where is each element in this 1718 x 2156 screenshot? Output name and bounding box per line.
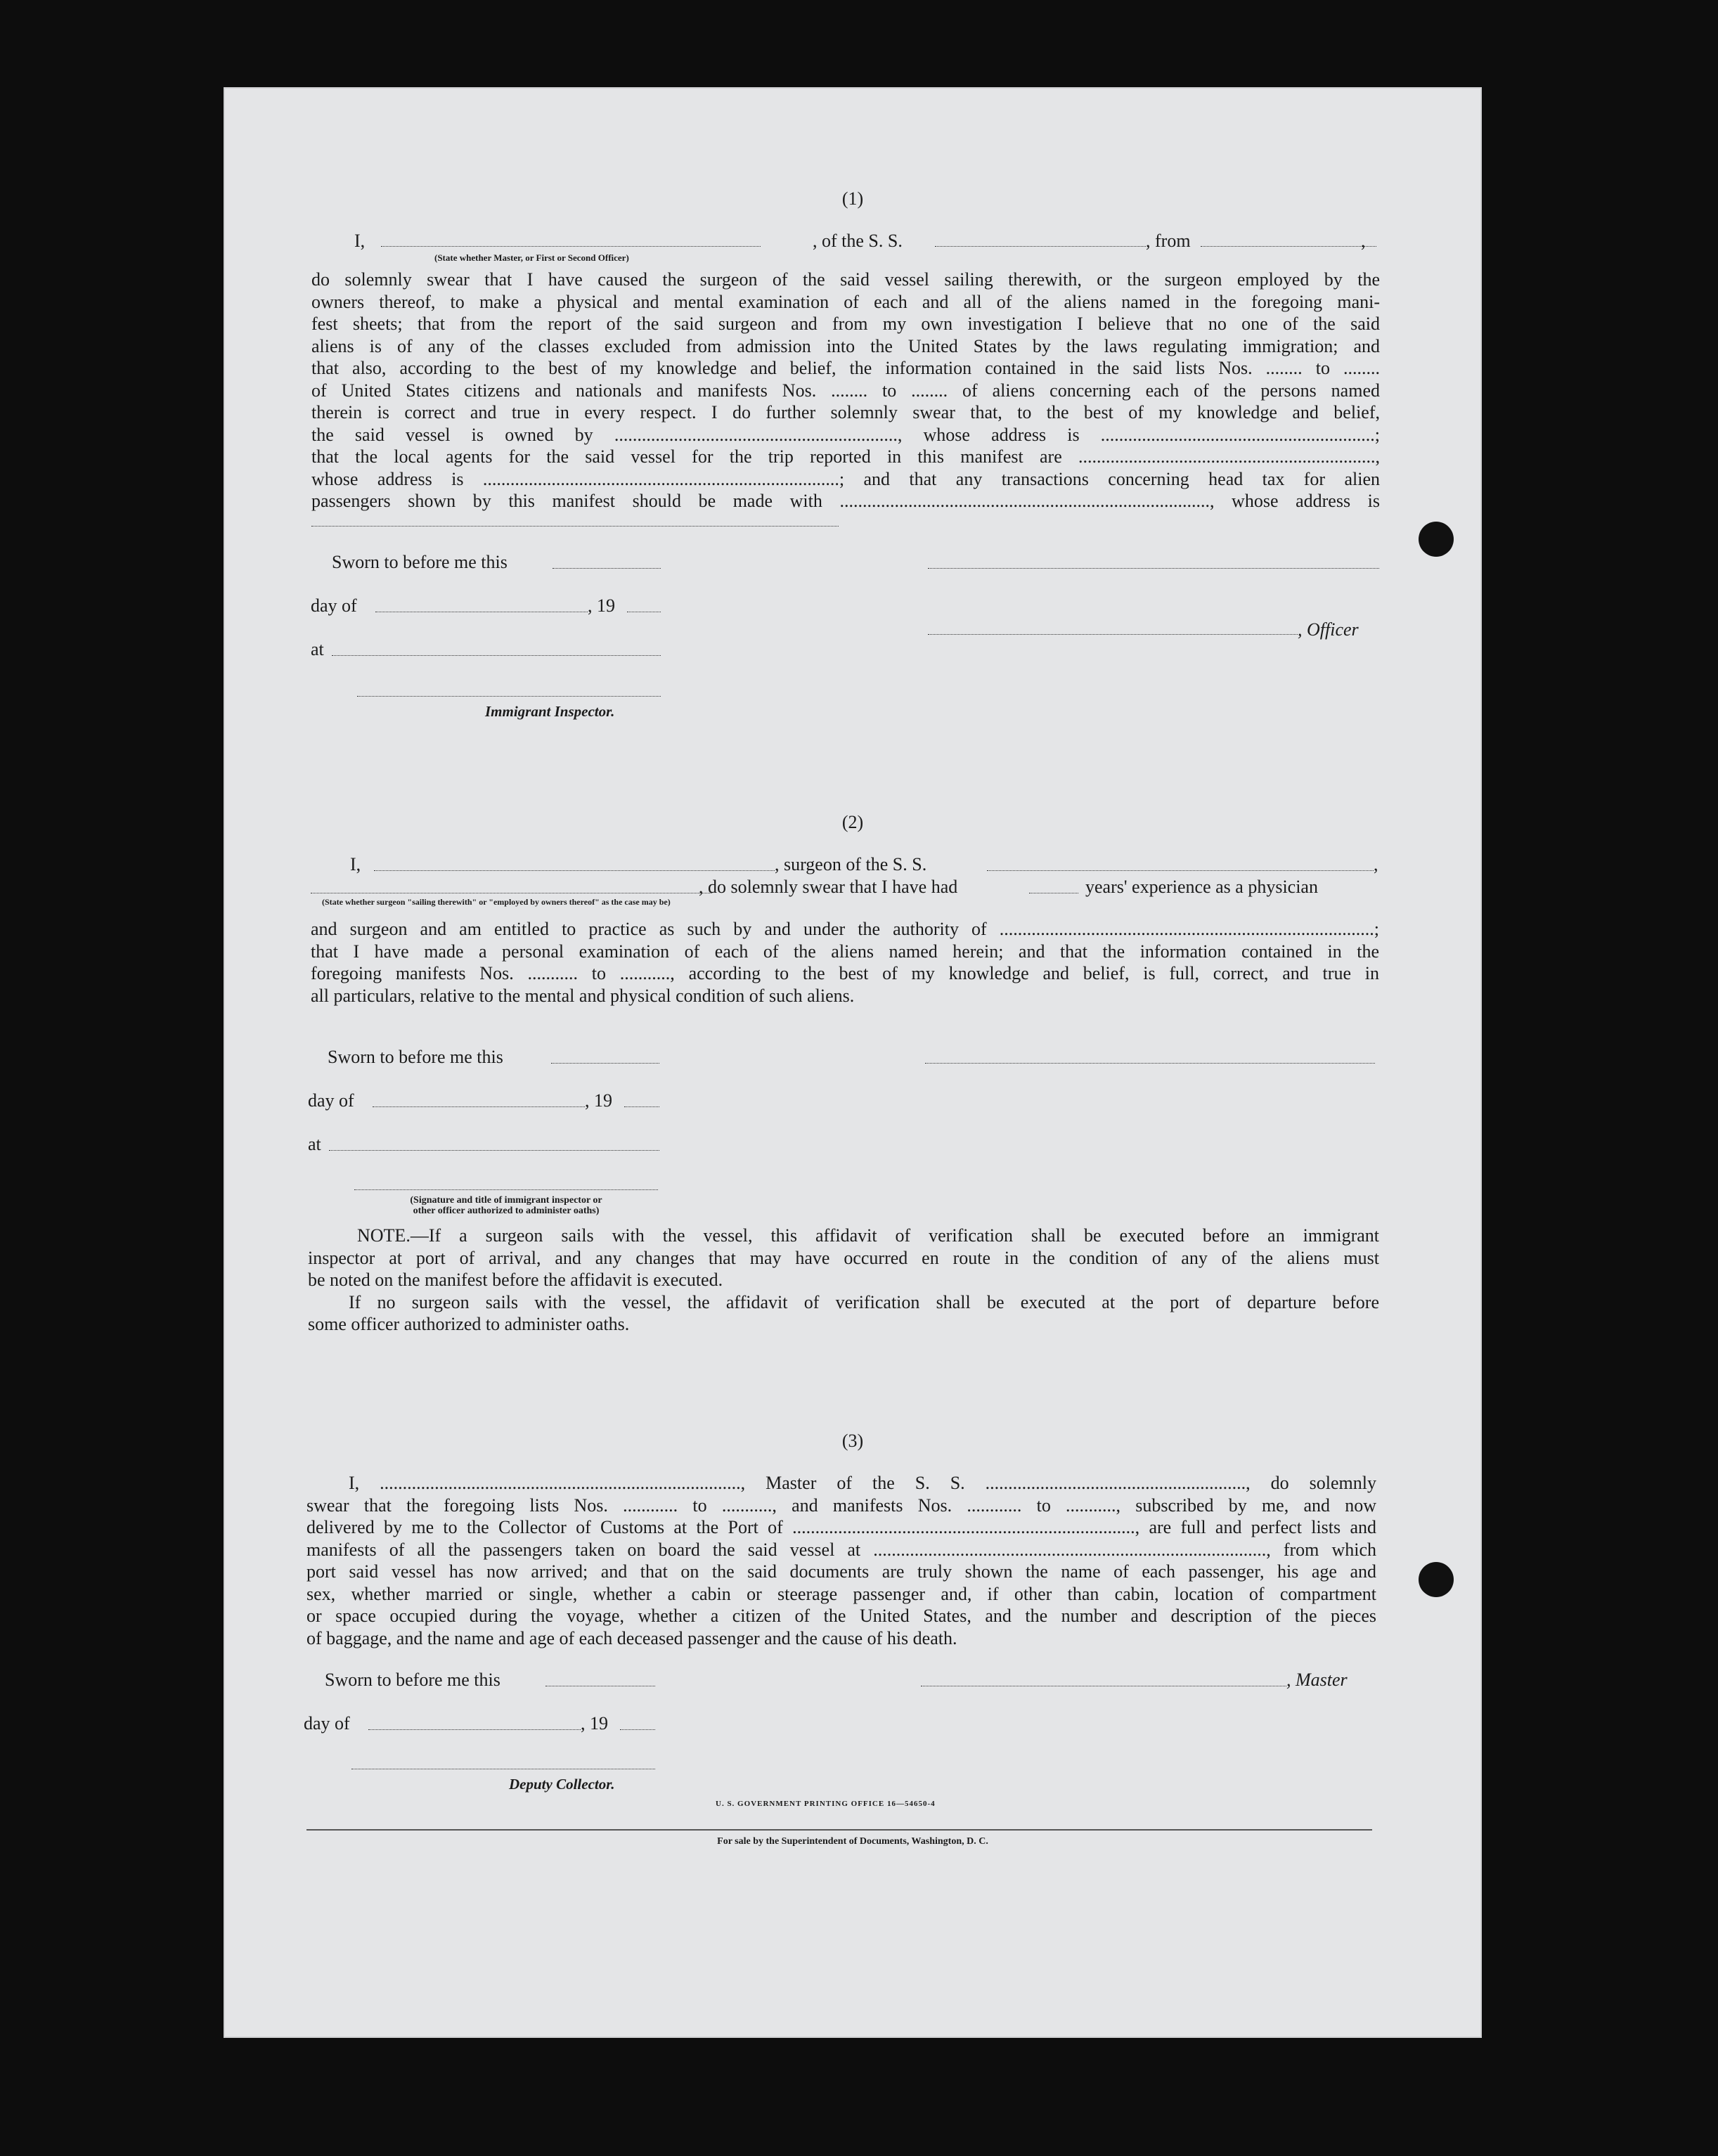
officer-title-field[interactable] (928, 634, 1298, 635)
punch-hole-icon (1419, 1562, 1454, 1597)
year-field[interactable] (620, 1729, 655, 1730)
text-line: all particulars, relative to the mental and physical condition of such aliens. (311, 985, 855, 1006)
vessel-name-field[interactable] (935, 246, 1146, 247)
text-line: delivered by me to the Collector of Customs at the Port of ..........................................................................., are full and perfect lists and (306, 1517, 1376, 1537)
year-field[interactable] (624, 1106, 659, 1107)
text-line: foregoing manifests Nos. ........... to ..........., according to the best of my knowledge and belief, is full, correct, and true in (311, 963, 1379, 983)
sec1-i-label: I, (354, 231, 366, 251)
text-line: be noted on the manifest before the affidavit is executed. (308, 1270, 723, 1290)
text-line: that also, according to the best of my knowledge and belief, the information contained in the said lists Nos. ........ to ........ (311, 358, 1380, 378)
section-3-number: (3) (841, 1431, 864, 1451)
text-line: swear that the foregoing lists Nos. ............ to ..........., and manifests Nos. ............ to ..........., subscribed by me, and now (306, 1495, 1376, 1516)
at-label: at (308, 1134, 321, 1154)
sworn-label: Sworn to before me this (332, 552, 508, 572)
sec1-ss-label: , of the S. S. (813, 231, 903, 251)
text-line: that I have made a personal examination of each of the aliens named herein; and that the information contained in the (311, 941, 1379, 962)
surgeon-status-note: (State whether surgeon "sailing therewith" or "employed by owners thereof" as the case may be) (322, 897, 671, 907)
text-line: of United States citizens and nationals and manifests Nos. ........ to ........ of aliens concerning each of the persons named (311, 380, 1380, 401)
text-line: the said vessel is owned by .............................................................., whose address is ............................................................; (311, 424, 1380, 445)
inspector-signature-field[interactable] (357, 696, 661, 697)
day-of-label: day of (304, 1713, 350, 1734)
text-line: NOTE.—If a surgeon sails with the vessel, this affidavit of verification shall be executed before an immigrant (357, 1225, 1379, 1246)
at-place-field[interactable] (329, 1150, 659, 1151)
form-page (224, 87, 1482, 2038)
deputy-label: Deputy Collector. (509, 1776, 615, 1793)
footer-divider (306, 1829, 1372, 1831)
sec2-i-label: I, (350, 854, 361, 874)
text-line: aliens is of any of the classes excluded from admission into the United States by the laws regulating immigration; and (311, 335, 1380, 356)
text-line: sex, whether married or single, whether a cabin or steerage passenger and, if other than cabin, location of compartment (306, 1583, 1376, 1604)
text-line: or space occupied during the voyage, whether a citizen of the United States, and the number and description of the pieces (306, 1606, 1376, 1626)
signature-note-line: (Signature and title of immigrant inspector or (410, 1195, 602, 1206)
text-line: passengers shown by this manifest should be made with ................................................................................., whose address is (311, 491, 1380, 511)
punch-hole-icon (1419, 522, 1454, 557)
oath-paragraph-2 (311, 918, 1379, 1007)
text-line: I, ..............................................................................., Master of the S. S. ........................................................., do solemnly (349, 1473, 1376, 1493)
sec2-vessel-field[interactable] (987, 870, 1374, 871)
at-label: at (311, 639, 324, 659)
surgeon-name-field[interactable] (374, 870, 775, 871)
note-paragraph (308, 1225, 1379, 1336)
text-line: that the local agents for the said vessel for the trip reported in this manifest are ................................................................., (311, 446, 1380, 467)
for-sale-footer: For sale by the Superintendent of Documents, Washington, D. C. (717, 1836, 988, 1847)
oath-paragraph-1 (311, 269, 1380, 512)
master-label: , Master (1286, 1670, 1348, 1690)
from-port-field[interactable] (1201, 246, 1376, 247)
text-line: of baggage, and the name and age of each deceased passenger and the cause of his death. (306, 1627, 957, 1648)
officer-signature-field[interactable] (928, 568, 1379, 569)
sec2-swear-label: , do solemnly swear that I have had (699, 877, 958, 897)
year-label: , 19 (581, 1713, 608, 1734)
day-of-field[interactable] (368, 1729, 581, 1730)
sec2-years-label: years' experience as a physician (1085, 877, 1318, 897)
sec1-comma: , (1361, 231, 1366, 251)
text-line: and surgeon and am entitled to practice as such by and under the authority of ..................................................................................; (311, 919, 1379, 939)
year-label: , 19 (588, 595, 615, 616)
section-1-number: (1) (841, 188, 864, 209)
surgeon-signature-field[interactable] (925, 1063, 1375, 1064)
section-2-number: (2) (841, 812, 864, 832)
sec1-from-label: , from (1146, 231, 1191, 251)
text-line: If no surgeon sails with the vessel, the affidavit of verification shall be executed at the port of departure before (349, 1291, 1379, 1312)
text-line: fest sheets; that from the report of the said surgeon and from my own investigation I believe that no one of the said (311, 314, 1380, 334)
inspector-label: Immigrant Inspector. (485, 703, 615, 720)
head-tax-address-field[interactable] (311, 526, 839, 527)
sworn-date-field[interactable] (553, 568, 661, 569)
sworn-label: Sworn to before me this (328, 1047, 503, 1067)
text-line: some officer authorized to administer oaths. (308, 1314, 630, 1334)
sec2-ss-label: , surgeon of the S. S. (775, 854, 927, 874)
officer-rank-field[interactable] (381, 246, 761, 247)
printer-imprint: U. S. GOVERNMENT PRINTING OFFICE 16—54650-4 (716, 1800, 936, 1808)
text-line: port said vessel has now arrived; and that on the said documents are truly shown the name of each passenger, his age and (306, 1561, 1376, 1582)
inspector-signature-field[interactable] (354, 1189, 658, 1190)
sworn-date-field[interactable] (551, 1063, 659, 1064)
sec2-comma: , (1374, 854, 1378, 874)
oath-paragraph-3 (306, 1472, 1376, 1649)
text-line: whose address is ..............................................................................; and that any transactions concerning head tax for alien (311, 468, 1380, 489)
day-of-label: day of (311, 595, 357, 616)
signature-note-line: other officer authorized to administer oaths) (413, 1206, 600, 1216)
text-line: do solemnly swear that I have caused the surgeon of the said vessel sailing therewith, or the surgeon employed by the (311, 269, 1380, 290)
text-line: inspector at port of arrival, and any changes that may have occurred en route in the condition of any of the aliens must (308, 1247, 1379, 1268)
officer-rank-note: (State whether Master, or First or Second Officer) (434, 252, 629, 263)
text-line: therein is correct and true in every respect. I do further solemnly swear that, to the best of my knowledge and belief, (311, 402, 1380, 422)
sworn-label: Sworn to before me this (325, 1670, 500, 1690)
text-line: owners thereof, to make a physical and mental examination of each and all of the aliens named in the foregoing mani- (311, 291, 1380, 312)
day-of-field[interactable] (373, 1106, 585, 1107)
day-of-label: day of (308, 1090, 354, 1111)
year-label: , 19 (585, 1090, 612, 1111)
at-place-field[interactable] (332, 655, 661, 656)
signature-note (354, 1195, 658, 1216)
text-line: manifests of all the passengers taken on board the said vessel at ......................................................................................, from which (306, 1539, 1376, 1560)
officer-label: , Officer (1298, 619, 1359, 640)
